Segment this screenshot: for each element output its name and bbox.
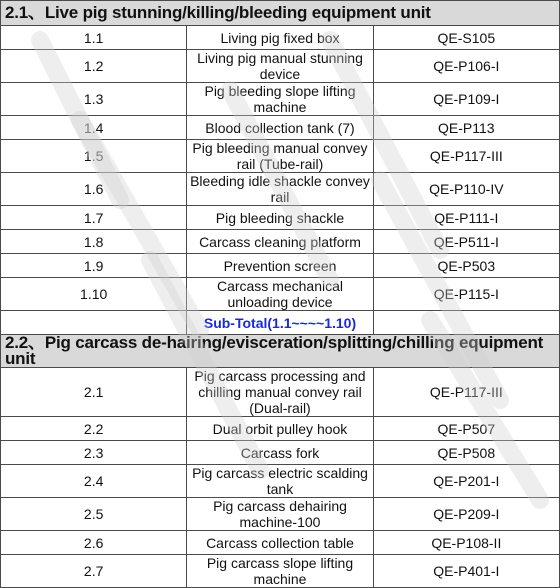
item-number: 1.3 [1,83,187,116]
item-name: Pig bleeding slope lifting machine [187,83,373,116]
item-name: Carcass mechanical unloading device [187,278,373,311]
item-name: Carcass collection table [187,531,373,555]
table-row [1,441,560,465]
table-row [1,83,560,116]
table-row [1,531,560,555]
section-title: 2.2、Pig carcass de-hairing/evisceration/splitting/chilling equipment unit [1,335,560,368]
item-name [187,368,373,417]
item-name: Dual orbit pulley hook [187,417,373,441]
item-code: QE-P201-I [373,465,559,498]
item-number: 1.9 [1,254,187,278]
item-name: Blood collection tank (7) [187,116,373,140]
item-number: 1.4 [1,116,187,140]
item-name: Prevention screen [187,254,373,278]
item-number: 1.2 [1,50,187,83]
subtotal-empty-cell [1,311,187,335]
item-number: 1.5 [1,140,187,173]
item-name-line: Pig carcass processing and chilling manual convey rail [194,368,366,400]
table-row [1,173,560,206]
item-name: Bleeding idle shackle convey rail [187,173,373,206]
item-name: Living pig fixed box [187,26,373,50]
table-row [1,230,560,254]
item-name: Carcass cleaning platform [187,230,373,254]
table-row [1,368,560,417]
table-row [1,50,560,83]
table-row [1,498,560,531]
item-code: QE-P511-I [373,230,559,254]
item-code: QE-P209-I [373,498,559,531]
item-number: 2.7 [1,555,187,588]
table-row [1,26,560,50]
item-name-line: (Dual-rail) [249,400,311,416]
section-header [1,1,560,26]
item-name: Living pig manual stunning device [187,50,373,83]
item-code: QE-P109-I [373,83,559,116]
table-row [1,278,560,311]
item-name: Pig bleeding manual convey rail (Tube-rail) [187,140,373,173]
item-code: QE-P115-I [373,278,559,311]
item-code: QE-P117-III [373,140,559,173]
table-row [1,116,560,140]
item-code: QE-P110-IV [373,173,559,206]
table-row [1,140,560,173]
item-number: 2.5 [1,498,187,531]
item-number: 1.8 [1,230,187,254]
table-row [1,206,560,230]
item-code: QE-S105 [373,26,559,50]
item-number: 2.4 [1,465,187,498]
table-row [1,555,560,588]
item-code: QE-P503 [373,254,559,278]
item-number: 1.7 [1,206,187,230]
item-number: 2.1 [1,368,187,417]
item-code: QE-P507 [373,417,559,441]
subtotal-empty-cell [373,311,559,335]
item-name: Pig carcass slope lifting machine [187,555,373,588]
item-code: QE-P108-II [373,531,559,555]
subtotal-row [1,311,560,335]
item-code: QE-P106-I [373,50,559,83]
item-number: 2.2 [1,417,187,441]
item-name: Carcass fork [187,441,373,465]
item-number: 1.1 [1,26,187,50]
subtotal-label: Sub-Total(1.1~~~~1.10) [187,311,373,335]
table-row [1,417,560,441]
item-number: 1.6 [1,173,187,206]
item-code: QE-P111-I [373,206,559,230]
item-code: QE-P508 [373,441,559,465]
item-number: 1.10 [1,278,187,311]
table-row [1,254,560,278]
item-name: Pig carcass dehairing machine-100 [187,498,373,531]
item-name: Pig bleeding shackle [187,206,373,230]
table-row [1,465,560,498]
section-title: 2.1、Live pig stunning/killing/bleeding equipment unit [1,1,560,26]
item-code: QE-P401-I [373,555,559,588]
item-code: QE-P113 [373,116,559,140]
item-name: Pig carcass electric scalding tank [187,465,373,498]
item-code: QE-P117-III [373,368,559,417]
item-number: 2.3 [1,441,187,465]
section-header [1,335,560,368]
item-number: 2.6 [1,531,187,555]
